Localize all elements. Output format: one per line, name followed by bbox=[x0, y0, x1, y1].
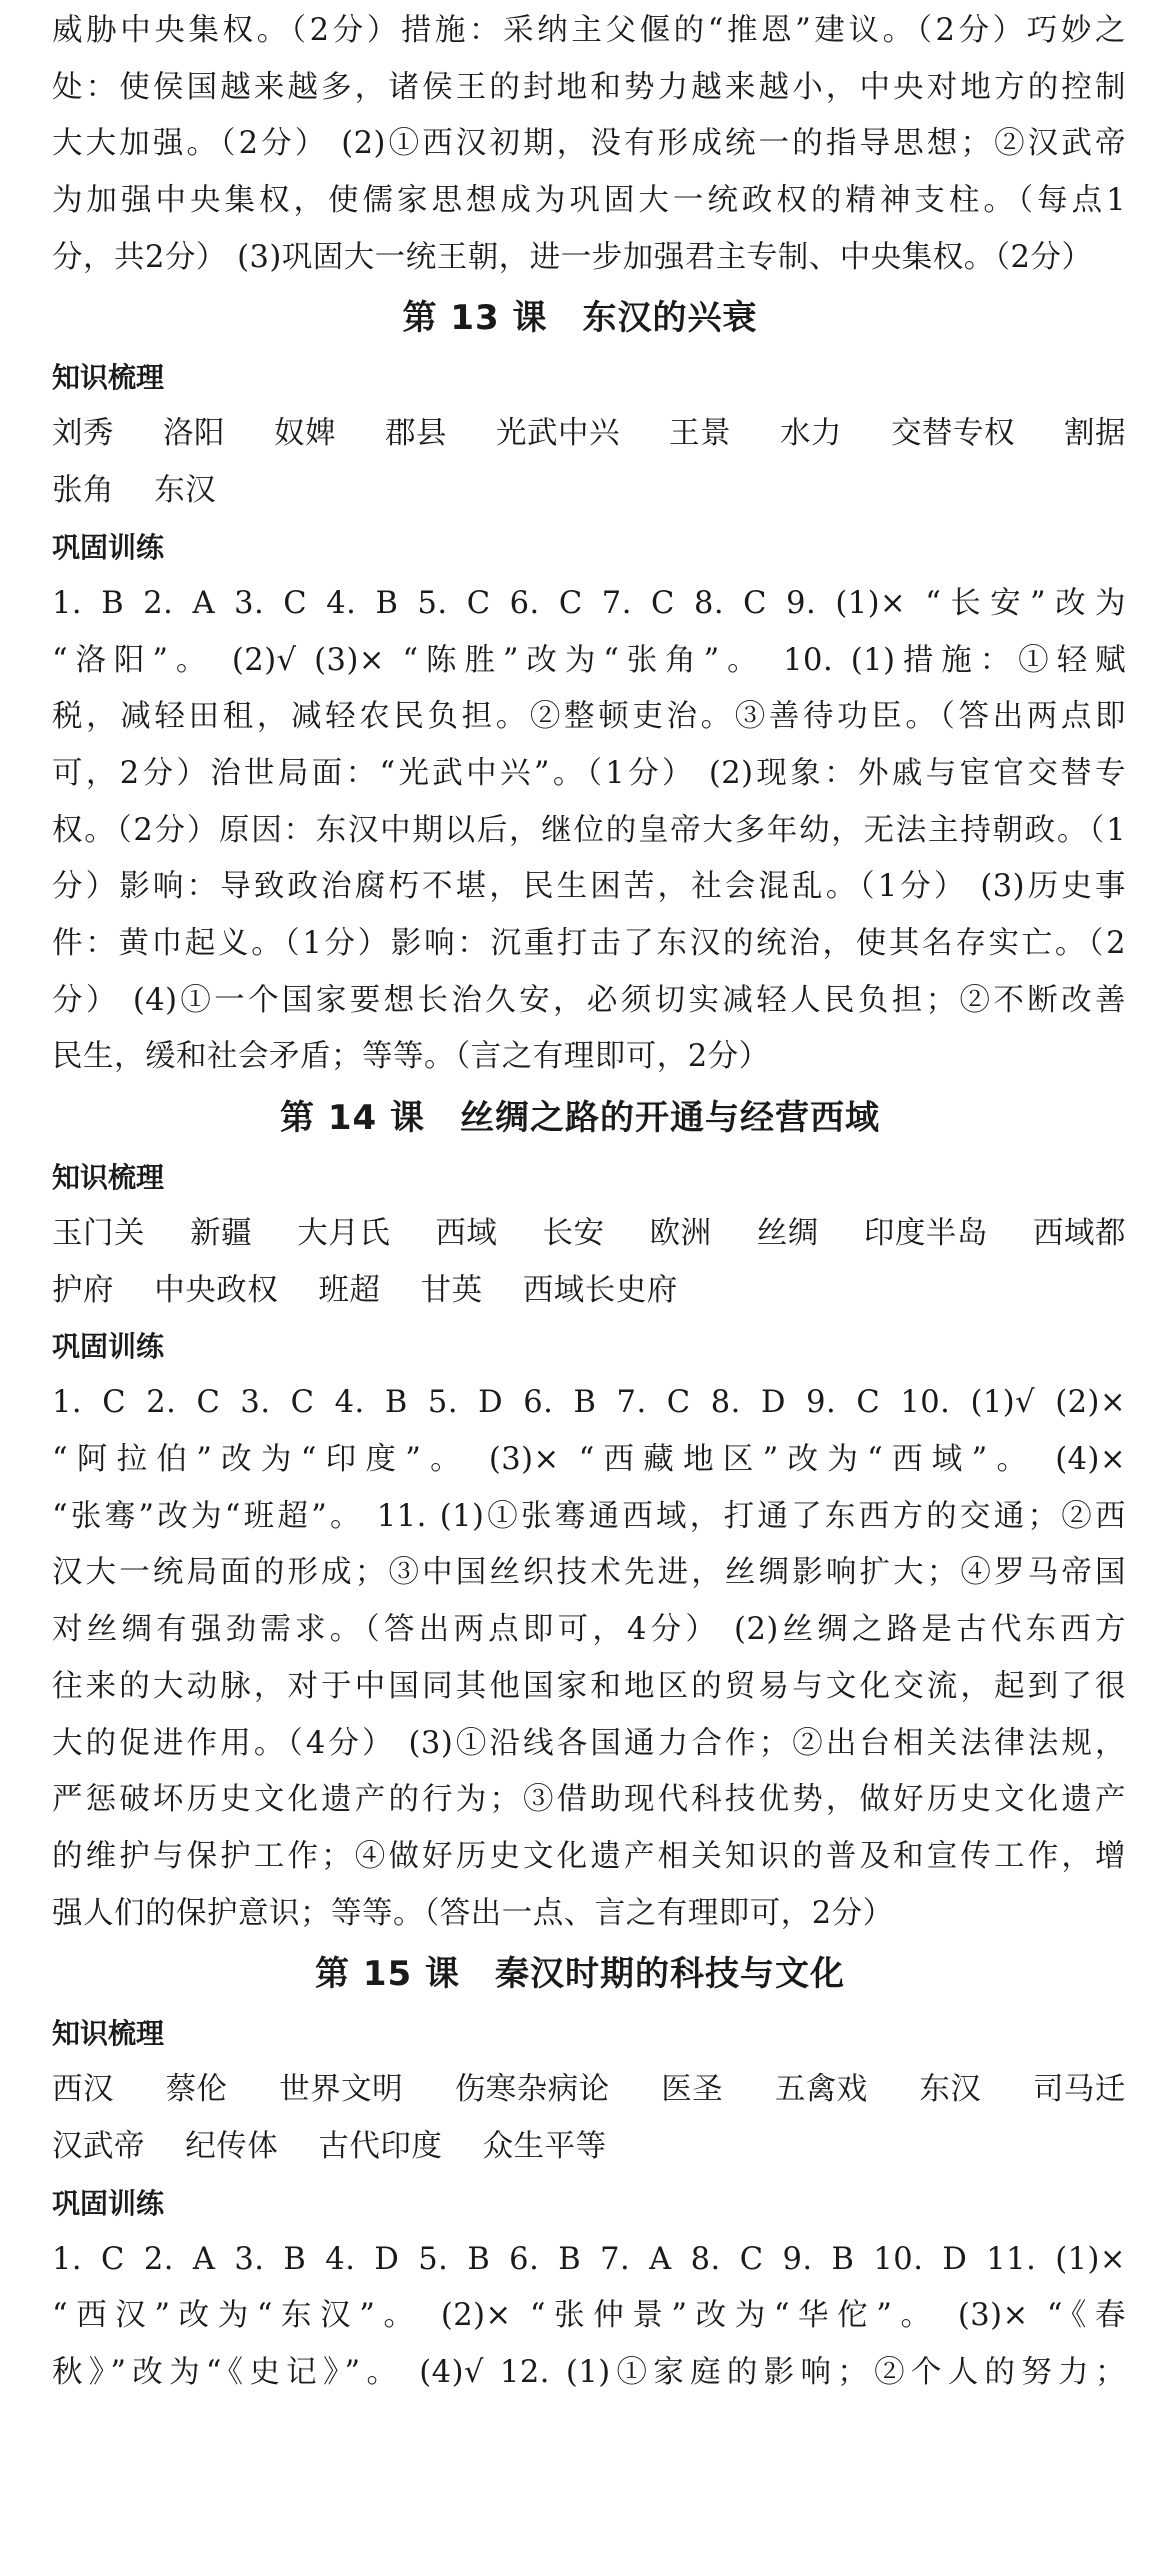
answer-line: 对丝绸有强劲需求。（答出两点即可，4分） (2)丝绸之路是古代东西方 bbox=[52, 1612, 1126, 1648]
keyword: 五禽戏 bbox=[774, 2072, 868, 2108]
answer-line: 大的促进作用。（4分） (3)①沿线各国通力合作；②出台相关法律法规， bbox=[52, 1725, 1126, 1761]
answer-line: 税，减轻田租，减轻农民负担。②整顿吏治。③善待功臣。（答出两点即 bbox=[52, 699, 1126, 735]
keyword: 洛阳 bbox=[163, 416, 225, 452]
keyword-line bbox=[52, 1206, 1126, 1263]
keyword: 水力 bbox=[780, 416, 842, 452]
answer-line: 强人们的保护意识；等等。（答出一点、言之有理即可，2分） bbox=[52, 1895, 894, 1931]
consolidation-training-label: 巩固训练 bbox=[52, 2186, 165, 2220]
text-line: 为加强中央集权，使儒家思想成为巩固大一统政权的精神支柱。（每点1 bbox=[52, 183, 1126, 219]
keyword: 印度半岛 bbox=[863, 1216, 988, 1251]
lesson-13-section bbox=[52, 286, 1126, 1086]
keyword: 王景 bbox=[669, 416, 731, 452]
lesson-15-title: 第 15 课 秦汉时期的科技与文化 bbox=[315, 1954, 845, 1995]
keyword: 东汉 bbox=[154, 473, 217, 509]
answer-line: “张骞”改为“班超”。 11. (1)①张骞通西域，打通了东西方的交通；②西 bbox=[52, 1498, 1126, 1534]
answer-line: 往来的大动脉，对于中国同其他国家和地区的贸易与文化交流，起到了很 bbox=[52, 1668, 1126, 1704]
answer-line: 分） (4)①一个国家要想长治久安，必须切实减轻人民负担；②不断改善 bbox=[52, 982, 1126, 1018]
answer-line: 严惩破坏历史文化遗产的行为；③借助现代科技优势，做好历史文化遗产 bbox=[52, 1782, 1126, 1818]
answer-line: “洛阳”。 (2)√ (3)× “陈胜”改为“张角”。 10. (1)措施：①轻赋 bbox=[52, 642, 1126, 678]
keyword: 西域 bbox=[435, 1216, 498, 1251]
knowledge-review-label: 知识梳理 bbox=[52, 361, 165, 395]
text-line: 分，共2分） (3)巩固大一统王朝，进一步加强君主专制、中央集权。（2分） bbox=[52, 239, 1093, 275]
intro-paragraph bbox=[52, 0, 1126, 286]
keyword: 伤寒杂病论 bbox=[454, 2072, 610, 2108]
text-line: 威胁中央集权。（2分）措施：采纳主父偃的“推恩”建议。（2分）巧妙之 bbox=[52, 13, 1126, 48]
keyword: 医圣 bbox=[661, 2072, 724, 2108]
keyword: 东汉 bbox=[919, 2072, 982, 2108]
keyword: 割据 bbox=[1064, 416, 1126, 452]
keyword: 世界文明 bbox=[279, 2072, 404, 2108]
answer-line: 可，2分）治世局面：“光武中兴”。（1分） (2)现象：外戚与宦官交替专 bbox=[52, 755, 1126, 791]
keyword: 光武中兴 bbox=[496, 416, 620, 452]
answer-line: 件：黄巾起义。（1分）影响：沉重打击了东汉的统治，使其名存实亡。（2 bbox=[52, 925, 1126, 961]
keyword: 汉武帝 bbox=[52, 2128, 145, 2164]
keyword: 郡县 bbox=[385, 416, 447, 452]
keyword: 大月氏 bbox=[297, 1216, 391, 1251]
keyword: 奴婢 bbox=[274, 416, 336, 452]
answer-line: “西汉”改为“东汉”。 (2)× “张仲景”改为“华佗”。 (3)× “《春 bbox=[52, 2298, 1126, 2334]
keyword: 欧洲 bbox=[649, 1216, 712, 1251]
keyword: 西汉 bbox=[52, 2072, 114, 2108]
lesson-14-title: 第 14 课 丝绸之路的开通与经营西域 bbox=[280, 1098, 880, 1138]
text-line: 大大加强。（2分） (2)①西汉初期，没有形成统一的指导思想；②汉武帝 bbox=[52, 126, 1126, 162]
keyword: 古代印度 bbox=[318, 2128, 443, 2164]
keyword: 新疆 bbox=[190, 1216, 253, 1251]
answer-line: 分）影响：导致政治腐朽不堪，民生困苦，社会混乱。（1分） (3)历史事 bbox=[52, 869, 1126, 905]
keyword: 张角 bbox=[52, 473, 114, 509]
keyword: 护府 bbox=[52, 1272, 114, 1308]
knowledge-review-label: 知识梳理 bbox=[52, 2017, 165, 2051]
lesson-14-section bbox=[52, 1086, 1126, 1942]
keyword: 蔡伦 bbox=[165, 2072, 228, 2108]
keyword: 中央政权 bbox=[154, 1272, 279, 1308]
consolidation-training-label: 巩固训练 bbox=[52, 530, 165, 564]
answer-line: 权。（2分）原因：东汉中期以后，继位的皇帝大多年幼，无法主持朝政。（1 bbox=[52, 812, 1126, 848]
answer-line: 1. B 2. A 3. C 4. B 5. C 6. C 7. C 8. C 9. (1)× “长安”改为 bbox=[52, 585, 1126, 621]
keyword: 玉门关 bbox=[52, 1216, 145, 1251]
keyword: 交替专权 bbox=[891, 416, 1015, 452]
text-line: 处：使侯国越来越多，诸侯王的封地和势力越来越小，中央对地方的控制 bbox=[52, 69, 1126, 105]
keyword: 西域都 bbox=[1033, 1216, 1126, 1251]
consolidation-training-label: 巩固训练 bbox=[52, 1330, 165, 1364]
keyword: 司马迁 bbox=[1032, 2072, 1126, 2108]
keyword-line bbox=[52, 463, 1126, 520]
keyword: 刘秀 bbox=[52, 416, 114, 452]
keyword-line bbox=[52, 1263, 1126, 1320]
answer-line: 秋》”改为“《史记》”。 (4)√ 12. (1)①家庭的影响；②个人的努力； bbox=[52, 2355, 1126, 2390]
keyword: 长安 bbox=[542, 1216, 605, 1251]
keyword: 众生平等 bbox=[482, 2128, 607, 2164]
answer-line: 汉大一统局面的形成；③中国丝织技术先进，丝绸影响扩大；④罗马帝国 bbox=[52, 1555, 1126, 1591]
answer-line: “阿拉伯”改为“印度”。 (3)× “西藏地区”改为“西域”。 (4)× bbox=[52, 1442, 1126, 1478]
answer-line: 的维护与保护工作；④做好历史文化遗产相关知识的普及和宣传工作，增 bbox=[52, 1838, 1126, 1874]
answer-line: 1. C 2. C 3. C 4. B 5. D 6. B 7. C 8. D 9. C 10. (1)√ (2)× bbox=[52, 1385, 1126, 1421]
keyword: 西域长史府 bbox=[522, 1272, 678, 1308]
keyword-line bbox=[52, 406, 1126, 463]
answer-line: 1. C 2. A 3. B 4. D 5. B 6. B 7. A 8. C 9. B 10. D 11. (1)× bbox=[52, 2241, 1126, 2277]
keyword-line bbox=[52, 2062, 1126, 2119]
lesson-15-section bbox=[52, 1942, 1126, 2401]
keyword: 纪传体 bbox=[185, 2128, 279, 2164]
keyword: 丝绸 bbox=[756, 1216, 819, 1251]
knowledge-review-label: 知识梳理 bbox=[52, 1161, 165, 1194]
keyword: 甘英 bbox=[420, 1272, 483, 1308]
keyword: 班超 bbox=[318, 1272, 381, 1308]
keyword-line bbox=[52, 2119, 1126, 2176]
lesson-13-title: 第 13 课 东汉的兴衰 bbox=[402, 298, 758, 339]
answer-line: 民生，缓和社会矛盾；等等。（言之有理即可，2分） bbox=[52, 1039, 770, 1075]
